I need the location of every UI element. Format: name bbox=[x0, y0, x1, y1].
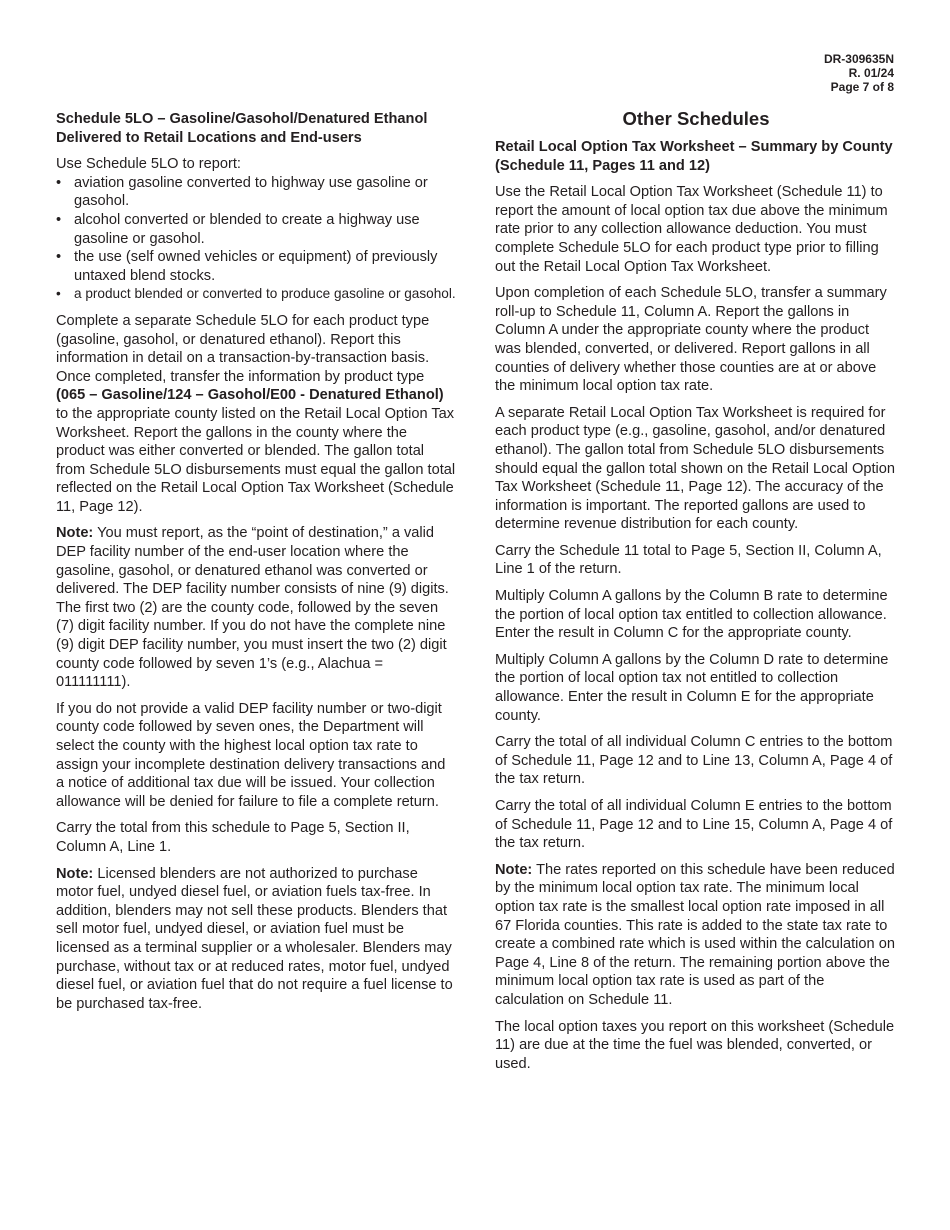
schedule-11-paragraph: A separate Retail Local Option Tax Worksheet is required for each product type (e.g., gasoline, gasohol, and/or denatured ethanol). The gallon total from Schedule 5LO disbursements should equal the gallon total shown on the Retail Local Option Tax Worksheet (Schedule 11, Page 12). The accuracy of the information is important. The reported gallons are used to determine revenue distribution for each county. bbox=[495, 404, 895, 533]
form-number: DR-309635N bbox=[823, 52, 894, 66]
section-title: Other Schedules bbox=[622, 108, 770, 129]
schedule-11-paragraph: Carry the total of all individual Column C entries to the bottom of Schedule 11, Page 12 and to Line 13, Column A, Page 4 of the tax return. bbox=[495, 734, 893, 788]
schedule-11-paragraph: Use the Retail Local Option Tax Worksheet (Schedule 11) to report the amount of local option tax due above the minimum rate prior to any collection allowance deduction. You must complete Schedule 5LO for each product type prior to filling out the Retail Local Option Tax Worksheet. bbox=[495, 184, 888, 275]
schedule-5lo-heading: Schedule 5LO – Gasoline/Gasohol/Denatured Ethanol Delivered to Retail Locations and End-users bbox=[56, 111, 428, 146]
product-codes: (065 – Gasoline/124 – Gasohol/E00 - Denatured Ethanol) bbox=[56, 387, 444, 404]
list-item: • a product blended or converted to produce gasoline or gasohol. bbox=[56, 285, 456, 304]
revision-date: R. 01/24 bbox=[848, 66, 894, 80]
blenders-note: Note: Licensed blenders are not authorized to purchase motor fuel, undyed diesel fuel, or aviation fuels tax-free. In addition, blenders may not sell these products. Blenders that sell motor fuel, undyed diesel, or aviation fuel must be licensed as a terminal supplier or a wholesaler. Blenders may purchase, without tax or at reduced rates, motor fuel, undyed diesel fuel, or aviation fuel that do not require a fuel license to be purchased tax-free. bbox=[56, 865, 453, 1012]
schedule-5lo-instructions: Complete a separate Schedule 5LO for each product type (gasoline, gasohol, or denatured ethanol). Report this information in detail on a transaction-by-transaction basis. Once completed, transfer the information by product type (065 – Gasoline/124 – Gasohol/E00 - Denatured Ethanol) to the appropriate county listed on the Retail Local Option Tax Worksheet. Report the gallons in the county where the product was either converted or blended. The gallon total from Schedule 5LO disbursements must equal the gallon total reflected on the Retail Local Option Tax Worksheet (Schedule 11, Page 12). bbox=[56, 312, 456, 515]
schedule-11-paragraph: Carry the total of all individual Column E entries to the bottom of Schedule 11, Page 12 and to Line 15, Column A, Page 4 of the tax return. bbox=[495, 798, 893, 852]
note-label: Note: bbox=[56, 865, 94, 882]
right-column bbox=[495, 110, 897, 1081]
carry-total-paragraph: Carry the total from this schedule to Page 5, Section II, Column A, Line 1. bbox=[56, 820, 410, 855]
schedule-11-paragraph: Multiply Column A gallons by the Column B rate to determine the portion of local option tax entitled to collection allowance. Enter the result in Column C for the appropriate county. bbox=[495, 588, 888, 642]
schedule-11-heading: Retail Local Option Tax Worksheet – Summary by County (Schedule 11, Pages 11 and 12) bbox=[495, 139, 893, 174]
list-item: • alcohol converted or blended to create a highway use gasoline or gasohol. bbox=[56, 211, 456, 248]
note-label: Note: bbox=[56, 525, 94, 542]
schedule-5lo-intro: Use Schedule 5LO to report: bbox=[56, 156, 241, 173]
missing-facility-paragraph: If you do not provide a valid DEP facility number or two-digit county code followed by seven ones, the Department will select the county with the highest local option tax rate to assign your incomplete destination delivery transactions and a notice of additional tax due will be issued. Your collection allowance will be denied for failure to file a complete return. bbox=[56, 700, 446, 810]
schedule-11-paragraph: The local option taxes you report on this worksheet (Schedule 11) are due at the time the fuel was blended, converted, or used. bbox=[495, 1018, 895, 1072]
minimum-rate-note: Note: The rates reported on this schedule have been reduced by the minimum local option tax rate. The minimum local option tax rate is the smallest local option rate imposed in all 67 Florida counties. This rate is added to the state tax rate to create a combined rate which is used within the calculation on Page 4, Line 8 of the return. The remaining portion above the minimum local option tax rate is used as part of the calculation on Schedule 11. bbox=[495, 861, 895, 1008]
form-identifier bbox=[824, 52, 894, 94]
schedule-11-paragraph: Upon completion of each Schedule 5LO, transfer a summary roll-up to Schedule 11, Column A. Report the gallons in Column A under the appropriate county where the product was blended, converted, or delivered. Report gallons in all counties of delivery whether those counties are at or above the minimum local option tax rate. bbox=[495, 285, 887, 395]
schedule-11-paragraph: Carry the Schedule 11 total to Page 5, Section II, Column A, Line 1 of the return. bbox=[495, 542, 882, 578]
note-label: Note: bbox=[495, 861, 533, 878]
left-column bbox=[56, 110, 456, 1021]
page-number: Page 7 of 8 bbox=[830, 80, 894, 94]
list-item: • the use (self owned vehicles or equipment) of previously untaxed blend stocks. bbox=[56, 248, 456, 285]
schedule-11-paragraph: Multiply Column A gallons by the Column D rate to determine the portion of local option tax not entitled to collection allowance. Enter the result in Column E for the appropriate county. bbox=[495, 651, 889, 724]
schedule-5lo-bullet-list bbox=[56, 174, 456, 304]
dep-facility-note: Note: You must report, as the “point of destination,” a valid DEP facility number of the end-user location where the gasoline, gasohol, or denatured ethanol was converted or delivered. The DEP facility number consists of nine (9) digits. The first two (2) are the county code, followed by the seven (7) digit facility number. If you do not have the complete nine (9) digit DEP facility number, you must insert the two (2) digit county code followed by seven 1’s (e.g., Alachua = 011111111). bbox=[56, 525, 449, 691]
list-item: • aviation gasoline converted to highway use gasoline or gasohol. bbox=[56, 174, 456, 211]
